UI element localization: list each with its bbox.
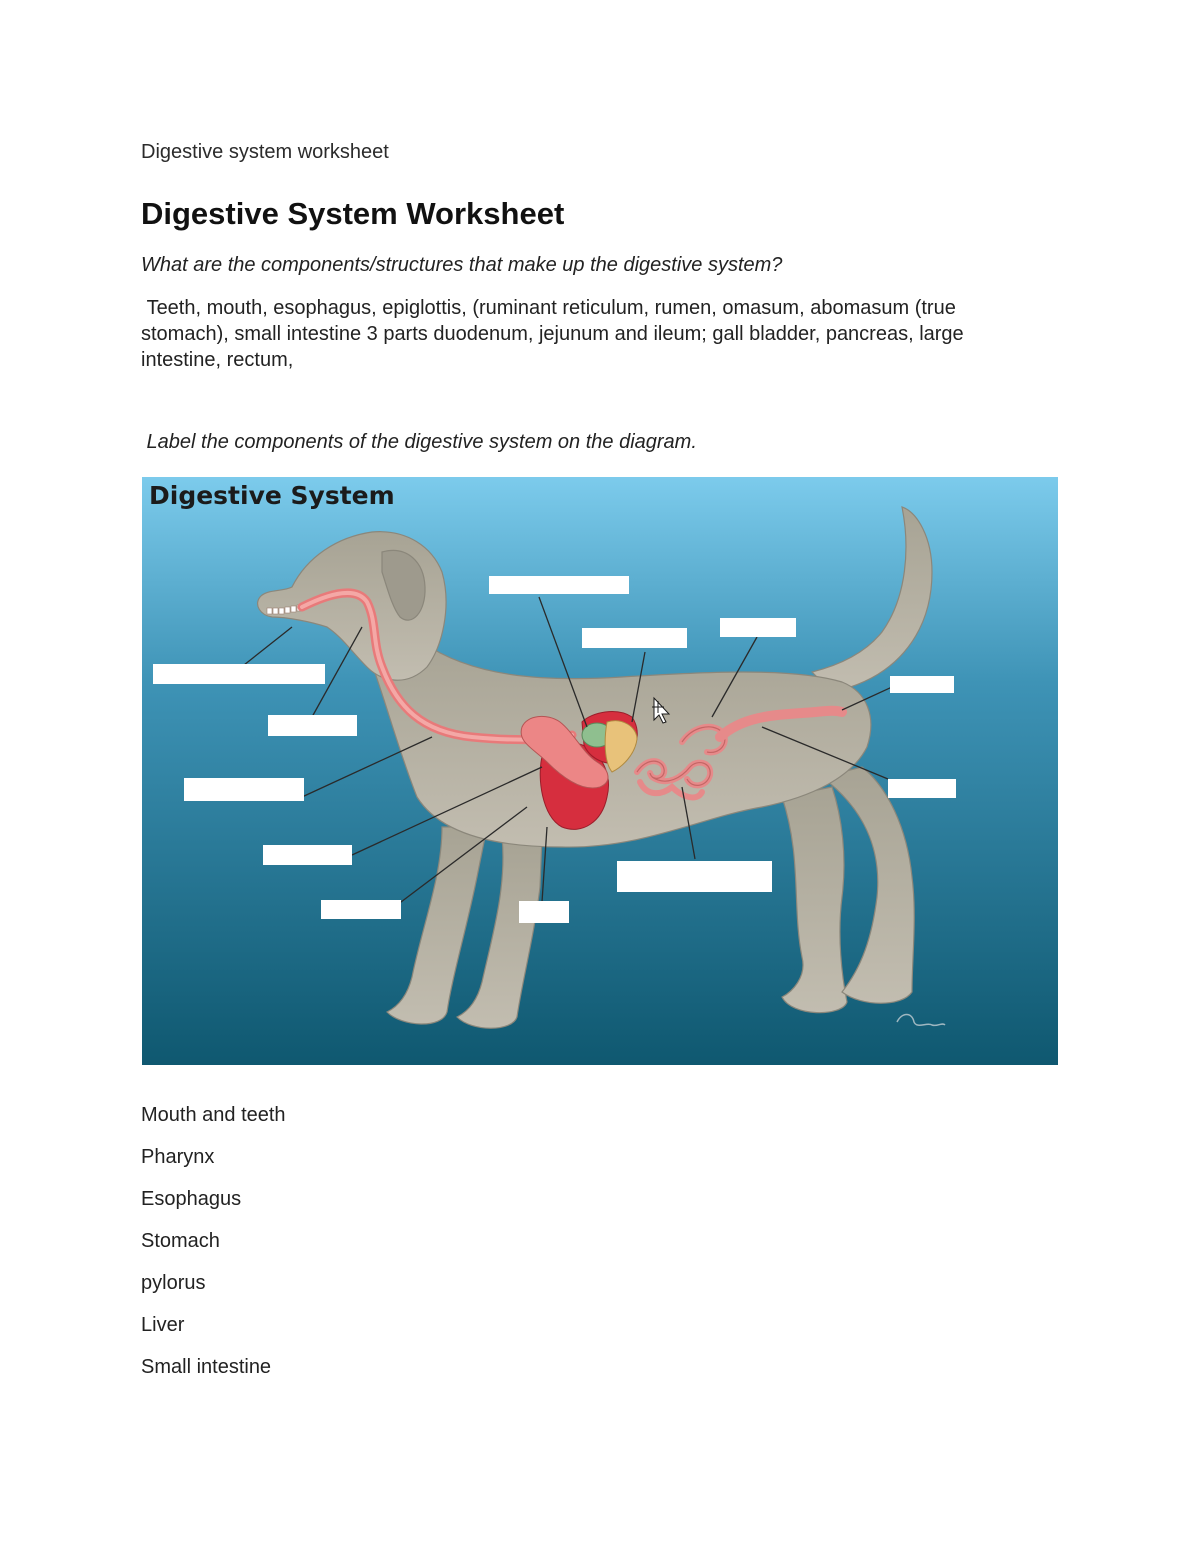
list-item: Liver [141,1314,185,1336]
blank-label-box[interactable] [153,664,325,684]
component-label-list [141,1103,286,1397]
answer-text: Teeth, mouth, esophagus, epiglottis, (ruminant reticulum, rumen, omasum, abomasum (true stomach), small intestine 3 parts duodenum, jejunum and ileum; gall bladder, pancreas, large intestine, rectum, [141,297,970,371]
instruction-text: Label the components of the digestive system on the diagram. [141,431,697,453]
list-item: Mouth and teeth [141,1104,286,1126]
blank-label-box[interactable] [519,901,569,923]
question-text: What are the components/structures that make up the digestive system? [141,254,783,276]
blank-label-box[interactable] [617,861,772,892]
blank-label-box[interactable] [268,715,357,736]
digestive-system-diagram [142,477,1058,1065]
blank-label-box[interactable] [582,628,687,648]
blank-label-box[interactable] [263,845,352,865]
list-item: pylorus [141,1272,206,1294]
document-header: Digestive system worksheet [141,141,389,163]
worksheet-title: Digestive System Worksheet [141,196,565,231]
blank-label-box[interactable] [489,576,629,594]
blank-label-box[interactable] [890,676,954,693]
blank-label-box[interactable] [184,778,304,801]
blank-label-box[interactable] [720,618,796,637]
list-item: Small intestine [141,1356,272,1378]
blank-label-box[interactable] [321,900,401,919]
list-item: Esophagus [141,1188,242,1210]
list-item: Pharynx [141,1146,215,1168]
diagram-illustration [142,477,1058,1065]
blank-label-box[interactable] [888,779,956,798]
diagram-title: Digestive System [149,481,395,510]
list-item: Stomach [141,1230,220,1252]
